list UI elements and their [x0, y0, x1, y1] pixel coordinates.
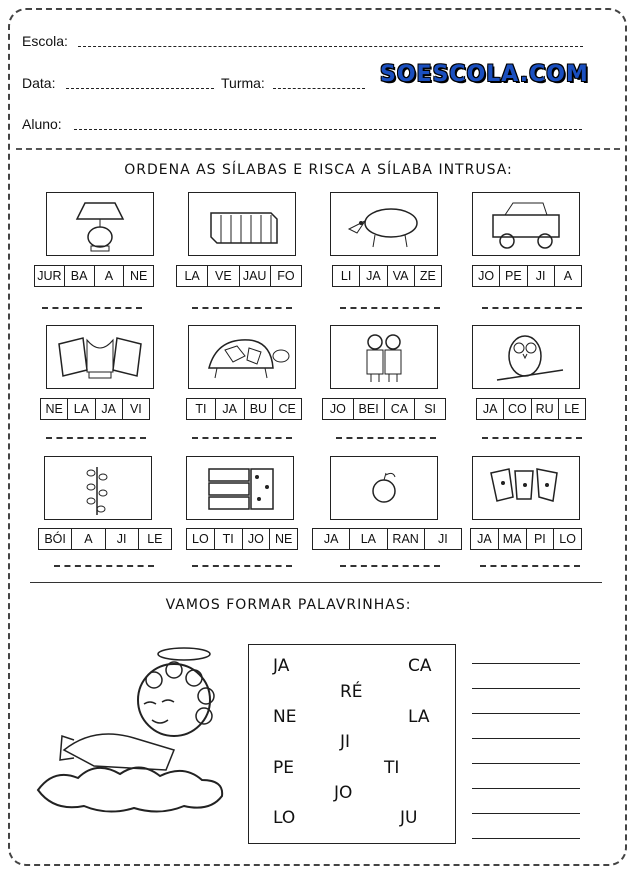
- syllable[interactable]: NE: [129, 269, 148, 283]
- syllable[interactable]: JI: [438, 532, 448, 546]
- syllable[interactable]: JA: [216, 399, 245, 419]
- class-label: Turma:: [221, 75, 265, 91]
- flower-stem-icon: [44, 456, 152, 520]
- syllable-row-8: [476, 398, 586, 420]
- syllable[interactable]: CO: [504, 399, 531, 419]
- school-field[interactable]: [78, 46, 583, 47]
- syllable[interactable]: JO: [473, 266, 500, 286]
- owl-icon: [472, 325, 580, 389]
- syllable[interactable]: BA: [65, 266, 95, 286]
- syllable[interactable]: FO: [277, 269, 295, 283]
- cage-icon: [188, 192, 296, 256]
- answer-line[interactable]: [340, 565, 440, 567]
- syllable[interactable]: LO: [559, 532, 576, 546]
- syllable[interactable]: BU: [245, 399, 274, 419]
- syllable[interactable]: A: [95, 266, 125, 286]
- syllable-row-11: [312, 528, 462, 550]
- grid-syllable: JU: [400, 808, 418, 828]
- grid-syllable: JO: [334, 783, 353, 803]
- syllable[interactable]: JA: [96, 399, 123, 419]
- syllable[interactable]: CA: [385, 399, 416, 419]
- date-field[interactable]: [66, 88, 214, 89]
- syllable-row-1: [34, 265, 154, 287]
- syllable-row-4: [472, 265, 582, 287]
- syllable[interactable]: RU: [532, 399, 559, 419]
- syllable[interactable]: A: [563, 269, 573, 283]
- orange-icon: [330, 456, 438, 520]
- syllable[interactable]: VA: [388, 266, 415, 286]
- syllable[interactable]: JA: [471, 529, 499, 549]
- syllable[interactable]: NE: [41, 399, 68, 419]
- syllable[interactable]: PE: [500, 266, 527, 286]
- syllable[interactable]: JI: [106, 529, 139, 549]
- syllable[interactable]: JA: [313, 529, 350, 549]
- syllable-row-6: [186, 398, 302, 420]
- answer-line[interactable]: [192, 565, 292, 567]
- syllable-row-2: [176, 265, 302, 287]
- syllable[interactable]: LE: [147, 532, 163, 546]
- exercise1-instruction: ORDENA AS SÍLABAS E RISCA A SÍLABA INTRUSA:: [124, 162, 513, 178]
- turtle-icon: [188, 325, 296, 389]
- writing-line[interactable]: [472, 763, 580, 764]
- lamp-icon: [46, 192, 154, 256]
- syllable[interactable]: JUR: [35, 266, 65, 286]
- syllable[interactable]: MA: [499, 529, 527, 549]
- syllable-row-9: [38, 528, 172, 550]
- grid-syllable: TI: [384, 758, 400, 778]
- syllable[interactable]: LA: [68, 399, 95, 419]
- syllable[interactable]: A: [72, 529, 105, 549]
- answer-line[interactable]: [340, 307, 440, 309]
- writing-line[interactable]: [472, 738, 580, 739]
- syllable[interactable]: RAN: [388, 529, 425, 549]
- site-logo: SOESCOLA.COM: [380, 62, 589, 87]
- syllable[interactable]: PI: [527, 529, 555, 549]
- writing-line[interactable]: [472, 688, 580, 689]
- answer-line[interactable]: [336, 437, 436, 439]
- writing-line[interactable]: [472, 663, 580, 664]
- syllable[interactable]: TI: [215, 529, 243, 549]
- syllable[interactable]: TI: [187, 399, 216, 419]
- syllable[interactable]: JI: [528, 266, 555, 286]
- writing-line[interactable]: [472, 813, 580, 814]
- grid-syllable: NE: [273, 707, 297, 727]
- syllable[interactable]: BÓI: [39, 529, 72, 549]
- syllable[interactable]: LE: [564, 402, 580, 416]
- exercise2-instruction: VAMOS FORMAR PALAVRINHAS:: [165, 597, 412, 613]
- answer-line[interactable]: [54, 565, 154, 567]
- syllable[interactable]: BEI: [354, 399, 385, 419]
- grid-syllable: PE: [273, 758, 294, 778]
- grid-syllable: RÉ: [340, 682, 363, 702]
- syllable[interactable]: LI: [333, 266, 360, 286]
- syllable[interactable]: JAU: [240, 266, 271, 286]
- syllable[interactable]: VI: [129, 402, 142, 416]
- date-label: Data:: [22, 75, 56, 91]
- syllable[interactable]: ZE: [419, 269, 436, 283]
- bricks-icon: [186, 456, 294, 520]
- syllable-row-12: [470, 528, 582, 550]
- syllable[interactable]: LA: [177, 266, 208, 286]
- grid-syllable: CA: [408, 656, 432, 676]
- writing-line[interactable]: [472, 838, 580, 839]
- answer-line[interactable]: [482, 437, 582, 439]
- grid-syllable: LO: [273, 808, 296, 828]
- syllable-row-3: [332, 265, 442, 287]
- syllable[interactable]: JA: [360, 266, 387, 286]
- grid-syllable: JI: [340, 732, 351, 752]
- writing-line[interactable]: [472, 788, 580, 789]
- grid-syllable: JA: [273, 656, 290, 676]
- window-icon: [46, 325, 154, 389]
- sleeping-angel-icon: [34, 640, 234, 820]
- writing-line[interactable]: [472, 713, 580, 714]
- answer-line[interactable]: [192, 307, 292, 309]
- header-separator: [16, 148, 620, 150]
- syllable-row-7: [322, 398, 446, 420]
- answer-line[interactable]: [480, 565, 580, 567]
- syllable[interactable]: SI: [424, 402, 437, 416]
- school-label: Escola:: [22, 33, 68, 49]
- jeep-icon: [472, 192, 580, 256]
- syllable[interactable]: JO: [323, 399, 354, 419]
- syllable[interactable]: JO: [243, 529, 271, 549]
- syllable[interactable]: JA: [477, 399, 504, 419]
- answer-line[interactable]: [42, 307, 142, 309]
- syllable[interactable]: CE: [278, 402, 296, 416]
- syllable[interactable]: VE: [208, 266, 239, 286]
- class-field[interactable]: [273, 88, 365, 89]
- children-icon: [330, 325, 438, 389]
- section-divider: [30, 582, 602, 583]
- syllable-row-10: [186, 528, 298, 550]
- syllable[interactable]: NE: [274, 532, 293, 546]
- student-field[interactable]: [74, 129, 582, 130]
- answer-line[interactable]: [46, 437, 146, 439]
- boar-icon: [330, 192, 438, 256]
- answer-line[interactable]: [192, 437, 292, 439]
- syllable-row-5: [40, 398, 150, 420]
- syllable[interactable]: LA: [350, 529, 387, 549]
- syllable[interactable]: LO: [187, 529, 215, 549]
- clothes-icon: [472, 456, 580, 520]
- grid-syllable: LA: [408, 707, 430, 727]
- student-label: Aluno:: [22, 116, 62, 132]
- answer-line[interactable]: [482, 307, 582, 309]
